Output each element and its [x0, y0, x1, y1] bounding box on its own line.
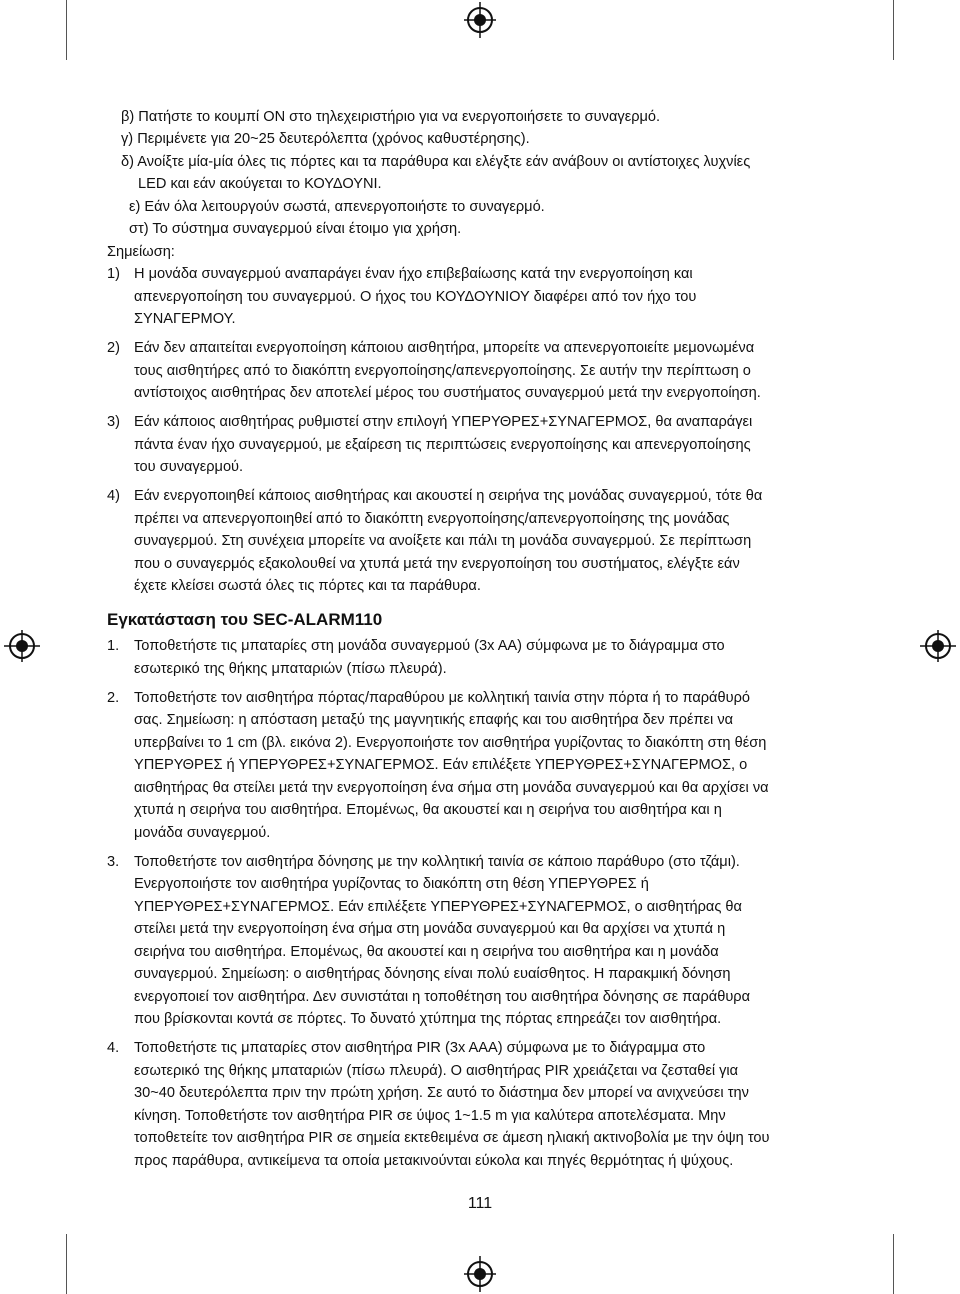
note-2-number: 2) [107, 340, 120, 356]
note-label: Σημείωση: [107, 244, 175, 260]
step-e: ε) Εάν όλα λειτουργούν σωστά, απενεργοποιήστε το συναγερμό. [129, 199, 545, 215]
registration-mark-right-icon [920, 630, 956, 662]
step-b: β) Πατήστε το κουμπί ON στο τηλεχειριστήριο για να ενεργοποιήσετε το συναγερμό. [121, 109, 661, 125]
install-step-2-line: υπερβαίνει το 1 cm (βλ. εικόνα 2). Ενεργοποιήστε τον αισθητήρα γυρίζοντας το διακόπτη στη θέση [134, 735, 767, 751]
note-4-line: πρέπει να απενεργοποιηθεί από το διακόπτη ενεργοποίησης/απενεργοποίησης της μονάδας [134, 511, 730, 527]
note-2-line: Εάν δεν απαιτείται ενεργοποίηση κάποιου αισθητήρα, μπορείτε να απενεργοποιείτε μεμονωμένα [134, 340, 755, 356]
install-step-1-line: Τοποθετήστε τις μπαταρίες στη μονάδα συναγερμού (3x AA) σύμφωνα με το διάγραμμα στο [134, 638, 725, 654]
install-step-3-line: ΥΠΕΡΥΘΡΕΣ+ΣΥΝΑΓΕΡΜΟΣ. Εάν επιλέξετε ΥΠΕΡΥΘΡΕΣ+ΣΥΝΑΓΕΡΜΟΣ, ο αισθητήρας θα [134, 899, 742, 915]
install-step-3-line: συναγερμού. Σημείωση: ο αισθητήρας δόνησης είναι πολύ ευαίσθητος. Η παρακμική δόνηση [134, 966, 731, 982]
install-step-3-number: 3. [107, 854, 120, 870]
install-step-4-line: προς παράθυρα, αντικείμενα τα οποία μετακινούνται εύκολα και πηγές θερμότητας ή ψύχους. [134, 1153, 734, 1169]
note-3-line: πάντα έναν ήχο συναγερμού, με εξαίρεση τις περιπτώσεις ενεργοποίησης και απενεργοποίησης [134, 437, 751, 453]
install-step-1-number: 1. [107, 638, 120, 654]
note-4-line: έχετε κλείσει σωστά όλες τις πόρτες και τα παράθυρα. [134, 578, 481, 594]
install-step-2-line: ΥΠΕΡΥΘΡΕΣ ή ΥΠΕΡΥΘΡΕΣ+ΣΥΝΑΓΕΡΜΟΣ. Εάν επιλέξετε ΥΠΕΡΥΘΡΕΣ+ΣΥΝΑΓΕΡΜΟΣ, ο [134, 757, 748, 773]
install-step-2-line: Τοποθετήστε τον αισθητήρα πόρτας/παραθύρου με κολλητική ταινία στην πόρτα ή το παράθυρό [134, 690, 751, 706]
step-d: δ) Ανοίξτε μία-μία όλες τις πόρτες και τα παράθυρα και ελέγξτε εάν ανάβουν οι αντίστοιχες λυχνίες [121, 154, 751, 170]
install-step-3-line: στείλει μετά την ενεργοποίηση ένα σήμα στη μονάδα συναγερμού και θα αρχίσει να χτυπά η [134, 921, 726, 937]
note-4-line: Εάν ενεργοποιηθεί κάποιος αισθητήρας και ακουστεί η σειρήνα της μονάδας συναγερμού, τότε θα [134, 488, 763, 504]
crop-mark-top-right-icon [893, 0, 894, 60]
install-step-3-line: που βρίσκονται κοντά σε πόρτες. Το δυνατό χτύπημα της πόρτας επηρεάζει τον αισθητήρα. [134, 1011, 722, 1027]
note-3-line: του συναγερμού. [134, 459, 244, 475]
install-step-2-line: μονάδα συναγερμού. [134, 825, 271, 841]
install-step-2-line: χτυπά η σειρήνα του αισθητήρα. Επομένως, θα ακουστεί και η σειρήνα του αισθητήρα και η [134, 802, 722, 818]
note-1-line: Η μονάδα συναγερμού αναπαράγει έναν ήχο επιβεβαίωσης κατά την ενεργοποίηση και [134, 266, 693, 282]
install-step-4-number: 4. [107, 1040, 120, 1056]
note-2-line: αντίστοιχος αισθητήρας δεν αποτελεί μέρος του συστήματος συναγερμού μετά την ενεργοποίηση. [134, 385, 761, 401]
install-step-3-line: σειρήνα του αισθητήρα. Επομένως, θα ακουστεί και η σειρήνα του αισθητήρα και η μονάδα [134, 944, 719, 960]
note-1-number: 1) [107, 266, 120, 282]
crop-mark-bottom-left-icon [66, 1234, 67, 1294]
step-c: γ) Περιμένετε για 20~25 δευτερόλεπτα (χρόνος καθυστέρησης). [121, 131, 530, 147]
note-1-line: απενεργοποίηση του συναγερμού. Ο ήχος του ΚΟΥΔΟΥΝΙΟΥ διαφέρει από τον ήχο του [134, 289, 697, 305]
install-step-4-line: τοποθετείτε τον αισθητήρα PIR σε σημεία εκτεθειμένα σε άμεση ηλιακή ακτινοβολία με την όψη του [134, 1130, 770, 1146]
note-4-number: 4) [107, 488, 120, 504]
note-3-number: 3) [107, 414, 120, 430]
registration-mark-bottom-icon [464, 1256, 496, 1292]
note-4-line: συναγερμού. Στη συνέχεια μπορείτε να ανοίξετε και πάλι τη μονάδα συναγερμού. Σε περίπτωση [134, 533, 752, 549]
install-step-3-line: Τοποθετήστε τον αισθητήρα δόνησης με την κολλητική ταινία σε κάποιο παράθυρο (στο τζάμι). [134, 854, 740, 870]
install-step-1-line: εσωτερικό της θήκης μπαταριών (πίσω πλευρά). [134, 661, 447, 677]
note-2-line: τους αισθητήρες από το διακόπτη ενεργοποίησης/απενεργοποίησης. Σε αυτήν την περίπτωση ο [134, 363, 751, 379]
step-st: στ) Το σύστημα συναγερμού είναι έτοιμο για χρήση. [129, 221, 462, 237]
registration-mark-top-icon [464, 2, 496, 38]
install-step-4-line: εσωτερικό της θήκης μπαταριών (πίσω πλευρά). Ο αισθητήρας PIR χρειάζεται να ζεσταθεί για [134, 1063, 739, 1079]
install-step-4-line: κίνηση. Τοποθετήστε τον αισθητήρα PIR σε ύψος 1~1.5 m για καλύτερα αποτελέσματα. Μην [134, 1108, 726, 1124]
note-4-line: που ο συναγερμός εξακολουθεί να χτυπά μετά την ενεργοποίηση του συστήματος, ελέγξτε εάν [134, 556, 740, 572]
crop-mark-top-left-icon [66, 0, 67, 60]
note-1-line: ΣΥΝΑΓΕΡΜΟΥ. [134, 311, 236, 327]
registration-mark-left-icon [4, 630, 40, 662]
install-heading: Εγκατάσταση του SEC-ALARM110 [107, 610, 383, 629]
install-step-2-line: σας. Σημείωση: η απόσταση μεταξύ της μαγνητικής επαφής και του αισθητήρα δεν πρέπει να [134, 712, 734, 728]
install-step-2-number: 2. [107, 690, 120, 706]
step-d-cont: LED και εάν ακούγεται το ΚΟΥΔΟΥΝΙ. [138, 176, 382, 192]
install-step-3-line: Ενεργοποιήστε τον αισθητήρα γυρίζοντας το διακόπτη στη θέση ΥΠΕΡΥΘΡΕΣ ή [134, 876, 649, 892]
install-step-4-line: 30~40 δευτερόλεπτα πριν την πρώτη χρήση. Σε αυτό το διάστημα δεν μπορεί να ανιχνεύσει την [134, 1085, 749, 1101]
crop-mark-bottom-right-icon [893, 1234, 894, 1294]
install-step-2-line: αισθητήρας θα στείλει μετά την ενεργοποίηση ένα σήμα στη μονάδα συναγερμού και θα αρχίσει να [134, 780, 769, 796]
page-number: 111 [467, 1195, 493, 1212]
install-step-3-line: ενεργοποιεί τον αισθητήρα. Δεν συνιστάται η τοποθέτηση του αισθητήρα δόνησης σε παράθυρα [134, 989, 751, 1005]
install-step-4-line: Τοποθετήστε τις μπαταρίες στον αισθητήρα PIR (3x AAA) σύμφωνα με το διάγραμμα στο [134, 1040, 706, 1056]
note-3-line: Εάν κάποιος αισθητήρας ρυθμιστεί στην επιλογή ΥΠΕΡΥΘΡΕΣ+ΣΥΝΑΓΕΡΜΟΣ, θα αναπαράγει [134, 414, 753, 430]
